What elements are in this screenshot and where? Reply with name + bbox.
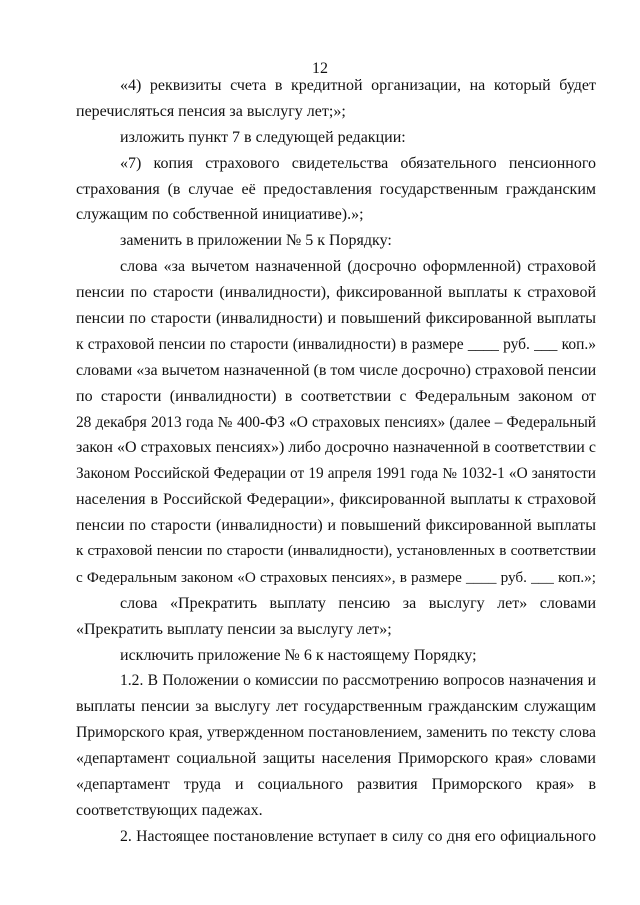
page-number: 12 [312, 60, 328, 77]
text-line: Приморского края, утвержденном постановлением, заменить по тексту слова [76, 724, 596, 742]
text-line: к страховой пенсии по старости (инвалидности), установленных в соответствии [76, 543, 596, 560]
text-line: выплаты пенсии за выслугу лет государственным гражданским служащим [76, 698, 596, 716]
text-line: «департамент социальной защиты населения Приморского края» словами [76, 750, 596, 768]
document-body [76, 73, 596, 850]
text-line: соответствующих падежах. [76, 801, 263, 819]
text-line: «4) реквизиты счета в кредитной организации, на который будет [120, 77, 596, 94]
text-line: 28 декабря 2013 года № 400-ФЗ «О страховых пенсиях» (далее – Федеральный [76, 413, 596, 431]
text-line: исключить приложение № 6 к настоящему Порядку; [120, 646, 477, 664]
text-line: служащим по собственной инициативе).»; [76, 206, 364, 224]
text-line: Законом Российской Федерации от 19 апреля 1991 года № 1032-1 «О занятости [76, 465, 596, 483]
text-line: слова «Прекратить выплату пенсию за выслугу лет» словами [120, 594, 596, 612]
text-line: словами «за вычетом назначенной (в том числе досрочно) страховой пенсии [76, 361, 597, 379]
text-line: «7) копия страхового свидетельства обязательного пенсионного [120, 154, 596, 172]
text-line: изложить пункт 7 в следующей редакции: [120, 128, 406, 146]
text-line: 1.2. В Положении о комиссии по рассмотрению вопросов назначения и [120, 672, 596, 690]
text-line: 2. Настоящее постановление вступает в силу со дня его официального [120, 827, 596, 845]
text-line: перечисляться пенсия за выслугу лет;»; [76, 102, 346, 120]
text-line: по старости (инвалидности) в соответствии с Федеральным законом от [76, 387, 596, 405]
text-line: заменить в приложении № 5 к Порядку: [120, 232, 392, 250]
text-line: пенсии по старости (инвалидности), фиксированной выплаты к страховой [76, 284, 596, 302]
text-line: «департамент труда и социального развития Приморского края» в [76, 776, 596, 794]
text-line: пенсии по старости (инвалидности) и повышений фиксированной выплаты [76, 310, 596, 328]
text-line: населения в Российской Федерации», фиксированной выплаты к страховой [76, 491, 596, 509]
text-line: закон «О страховых пенсиях») либо досрочно назначенной в соответствии с [76, 439, 596, 457]
text-line: «Прекратить выплату пенсии за выслугу лет»; [76, 620, 392, 638]
text-line: с Федеральным законом «О страховых пенсиях», в размере ____ руб. ___ коп.»; [76, 568, 596, 586]
text-line: пенсии по старости (инвалидности) и повышений фиксированной выплаты [76, 517, 596, 535]
text-line: слова «за вычетом назначенной (досрочно оформленной) страховой [120, 258, 596, 276]
text-line: к страховой пенсии по старости (инвалидности) в размере ____ руб. ___ коп.» [76, 335, 596, 353]
text-line: страхования (в случае её предоставления государственным гражданским [76, 180, 596, 198]
